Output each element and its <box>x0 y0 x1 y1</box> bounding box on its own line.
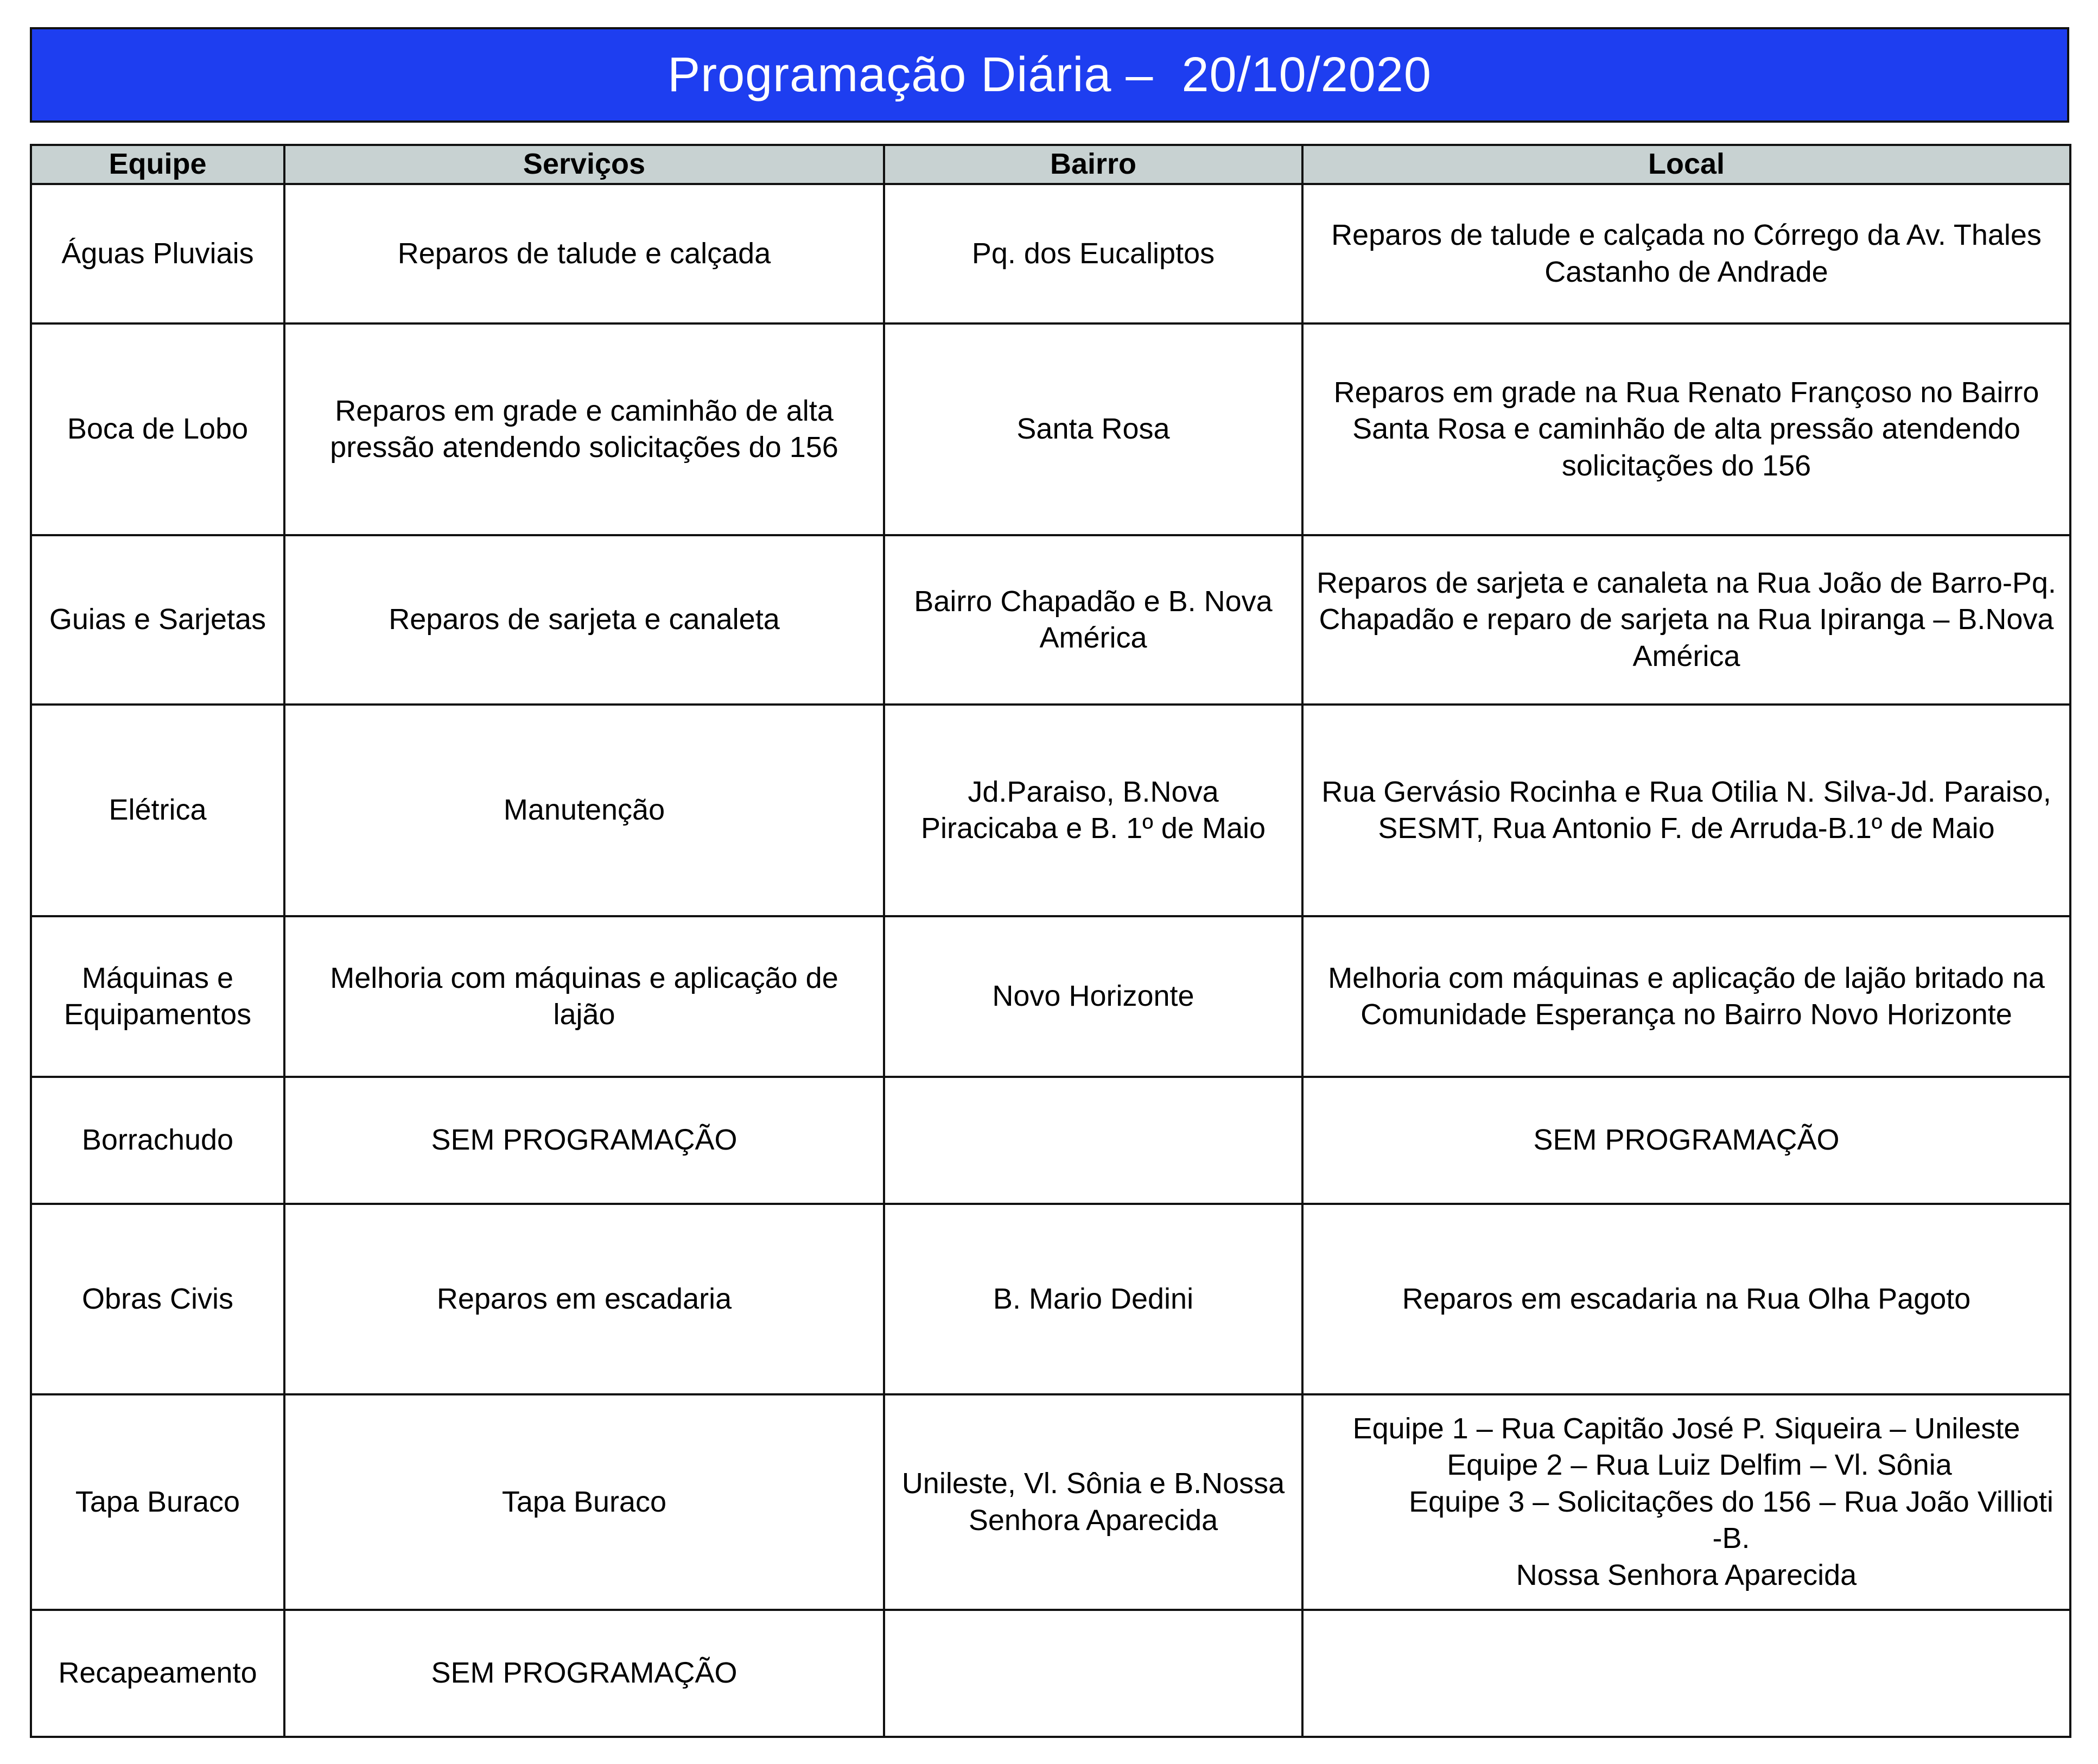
cell-equipe: Máquinas e Equipamentos <box>31 916 284 1077</box>
header-row <box>31 145 2070 184</box>
cell-bairro: Jd.Paraiso, B.Nova Piracicaba e B. 1º de Maio <box>884 705 1302 916</box>
column-header-servicos: Serviços <box>284 145 884 184</box>
local-line: Nossa Senhora Aparecida <box>1516 1558 1857 1591</box>
table-row <box>31 1610 2070 1737</box>
cell-bairro <box>884 1077 1302 1204</box>
cell-bairro: Unileste, Vl. Sônia e B.Nossa Senhora Aparecida <box>884 1394 1302 1610</box>
cell-equipe: Borrachudo <box>31 1077 284 1204</box>
cell-local: Melhoria com máquinas e aplicação de lajão britado na Comunidade Esperança no Bairro Novo Horizonte <box>1302 916 2070 1077</box>
cell-local <box>1302 1610 2070 1737</box>
cell-equipe: Tapa Buraco <box>31 1394 284 1610</box>
cell-local: Reparos de sarjeta e canaleta na Rua João de Barro-Pq. Chapadão e reparo de sarjeta na Rua Ipiranga – B.Nova América <box>1302 535 2070 705</box>
schedule-table <box>30 144 2071 1738</box>
column-header-bairro: Bairro <box>884 145 1302 184</box>
cell-bairro: Santa Rosa <box>884 323 1302 535</box>
cell-local: Reparos em grade na Rua Renato Françoso no Bairro Santa Rosa e caminhão de alta pressão atendendo solicitações do 156 <box>1302 323 2070 535</box>
table-row <box>31 535 2070 705</box>
cell-equipe: Boca de Lobo <box>31 323 284 535</box>
cell-equipe: Guias e Sarjetas <box>31 535 284 705</box>
cell-servicos: Melhoria com máquinas e aplicação de lajão <box>284 916 884 1077</box>
local-line: Equipe 3 – Solicitações do 156 – Rua João Villioti -B. <box>1409 1485 2054 1555</box>
column-header-equipe: Equipe <box>31 145 284 184</box>
cell-bairro: Novo Horizonte <box>884 916 1302 1077</box>
cell-local: Rua Gervásio Rocinha e Rua Otilia N. Silva-Jd. Paraiso, SESMT, Rua Antonio F. de Arruda-B.1º de Maio <box>1302 705 2070 916</box>
local-line: Equipe 2 – Rua Luiz Delfim – Vl. Sônia <box>1447 1449 1952 1482</box>
cell-local: Reparos de talude e calçada no Córrego da Av. Thales Castanho de Andrade <box>1302 184 2070 323</box>
table-row <box>31 1204 2070 1394</box>
cell-servicos: SEM PROGRAMAÇÃO <box>284 1610 884 1737</box>
cell-local <box>1302 1394 2070 1610</box>
table-row <box>31 1394 2070 1610</box>
cell-equipe: Elétrica <box>31 705 284 916</box>
column-header-local: Local <box>1302 145 2070 184</box>
cell-equipe: Obras Civis <box>31 1204 284 1394</box>
table-row <box>31 323 2070 535</box>
cell-local: Reparos em escadaria na Rua Olha Pagoto <box>1302 1204 2070 1394</box>
cell-bairro: B. Mario Dedini <box>884 1204 1302 1394</box>
cell-servicos: Reparos em grade e caminhão de alta pressão atendendo solicitações do 156 <box>284 323 884 535</box>
table-row <box>31 1077 2070 1204</box>
cell-equipe: Recapeamento <box>31 1610 284 1737</box>
cell-servicos: Reparos de sarjeta e canaleta <box>284 535 884 705</box>
table-row <box>31 916 2070 1077</box>
cell-servicos: Tapa Buraco <box>284 1394 884 1610</box>
cell-bairro <box>884 1610 1302 1737</box>
cell-bairro: Bairro Chapadão e B. Nova América <box>884 535 1302 705</box>
cell-servicos: SEM PROGRAMAÇÃO <box>284 1077 884 1204</box>
cell-servicos: Reparos de talude e calçada <box>284 184 884 323</box>
cell-servicos: Reparos em escadaria <box>284 1204 884 1394</box>
cell-bairro: Pq. dos Eucaliptos <box>884 184 1302 323</box>
local-line: Equipe 1 – Rua Capitão José P. Siqueira – Unileste <box>1352 1412 2020 1445</box>
table-row <box>31 705 2070 916</box>
cell-local: SEM PROGRAMAÇÃO <box>1302 1077 2070 1204</box>
table-row <box>31 184 2070 323</box>
cell-equipe: Águas Pluviais <box>31 184 284 323</box>
page-title: Programação Diária – 20/10/2020 <box>30 27 2069 123</box>
cell-servicos: Manutenção <box>284 705 884 916</box>
